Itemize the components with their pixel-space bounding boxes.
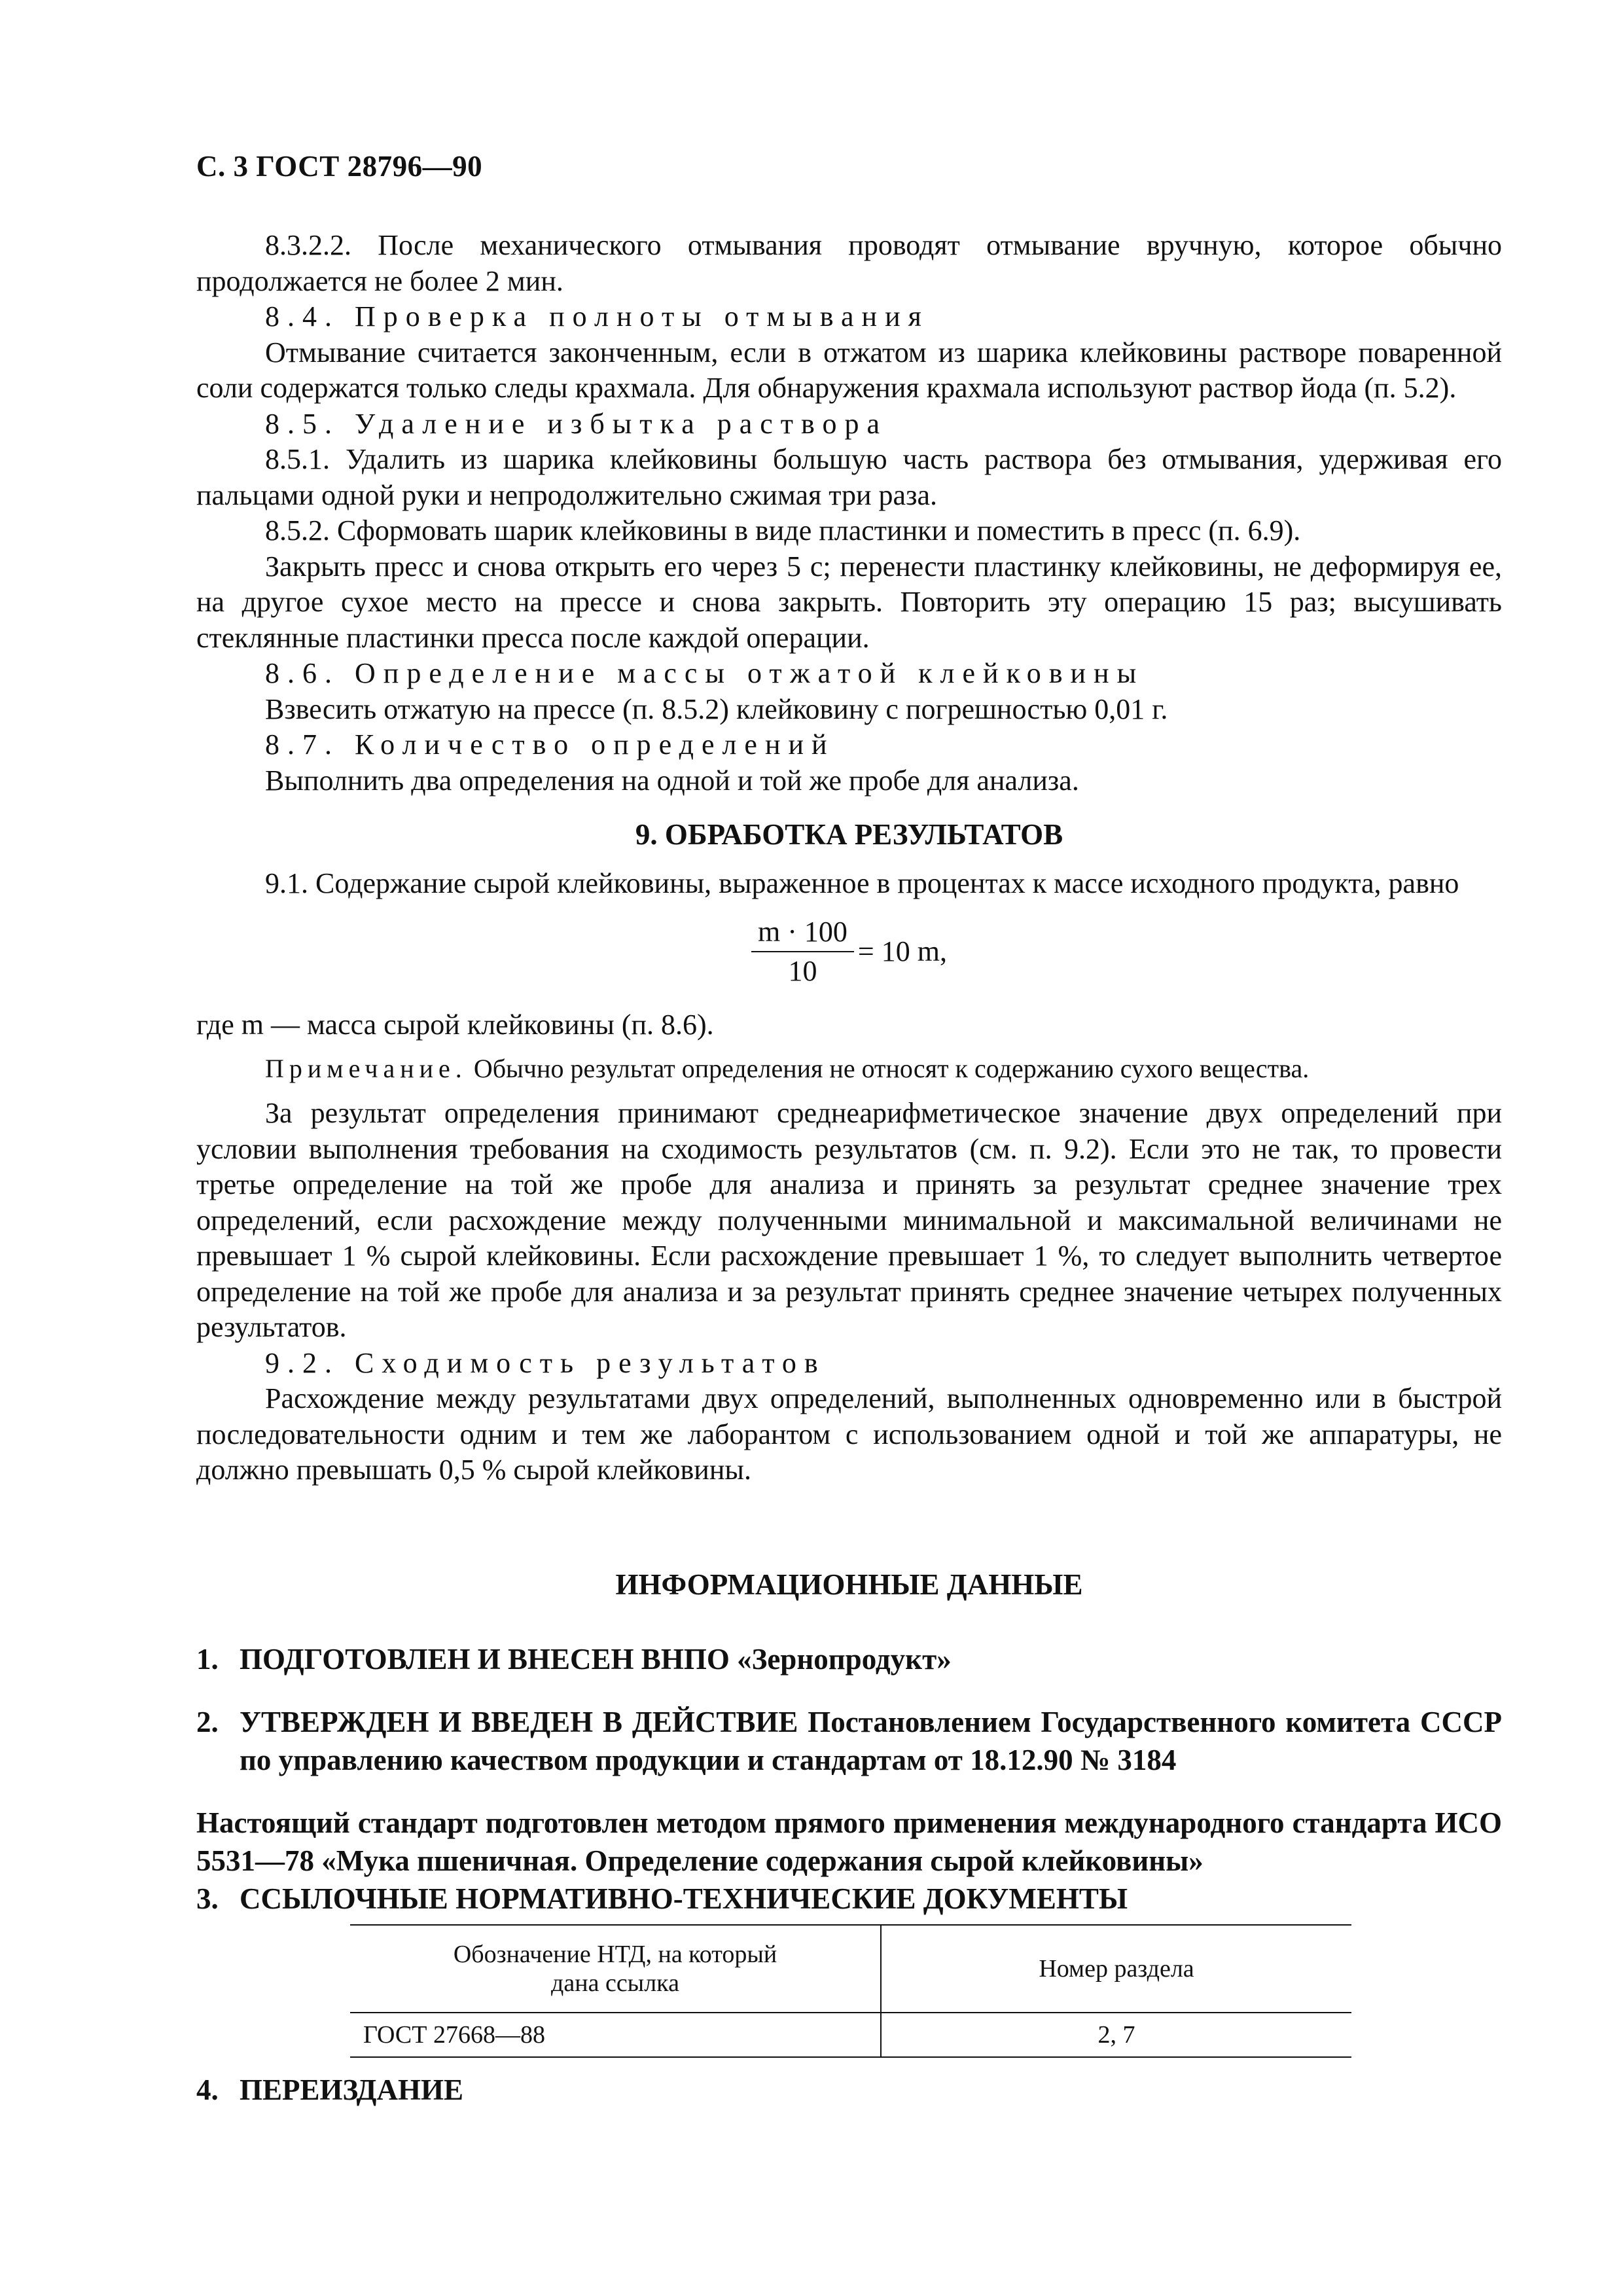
paragraph-8-5-2-b: Закрыть пресс и снова открыть его через 5 с; перенести пластинку клейковины, не деформируя ее, на другое сухое место на прессе и снова закрыть. Повторить эту операцию 15 раз; высушивать стеклянные пластинки пресса после каждой операции. — [196, 550, 1502, 654]
formula-result: = 10 m, — [857, 935, 947, 967]
heading-9-2: 9.2. Сходимость результатов — [265, 1346, 826, 1379]
paragraph-8-4: Отмывание считается законченным, если в отжатом из шарика клейковины растворе поваренной соли содержатся только следы крахмала. Для обнаружения крахмала используют раствор йода (п. 5.2). — [196, 336, 1502, 404]
info-item-4 — [196, 2071, 1502, 2109]
info-item-number: 1. — [196, 1643, 219, 1676]
references-table — [350, 1924, 1351, 2058]
info-item-number: 2. — [196, 1706, 219, 1738]
info-standard-note: Настоящий стандарт подготовлен методом прямого применения международного стандарта ИСО 5531—78 «Мука пшеничная. Определение содержания сырой клейковины» — [196, 1806, 1502, 1877]
paragraph-9-1: 9.1. Содержание сырой клейковины, выраженное в процентах к массе исходного продукта, равно — [265, 867, 1459, 899]
section-9-title: 9. ОБРАБОТКА РЕЗУЛЬТАТОВ — [635, 818, 1063, 851]
paragraph-8-6: Взвесить отжатую на прессе (п. 8.5.2) клейковину с погрешностью 0,01 г. — [265, 692, 1168, 725]
note — [196, 1051, 1502, 1087]
info-item-1 — [196, 1640, 1502, 1678]
info-item-3 — [196, 1880, 1502, 1918]
table-header-row — [350, 1925, 1351, 2013]
paragraph-8-7: Выполнить два определения на одной и той же пробе для анализа. — [265, 764, 1079, 797]
info-title: ИНФОРМАЦИОННЫЕ ДАННЫЕ — [615, 1568, 1083, 1601]
formula-fraction — [751, 913, 854, 990]
info-item-text: ПЕРЕИЗДАНИЕ — [240, 2073, 464, 2106]
paragraph-8-5-1: 8.5.1. Удалить из шарика клейковины большую часть раствора без отмывания, удерживая его пальцами одной руки и непродолжительно сжимая три раза. — [196, 443, 1502, 511]
document-body — [196, 228, 1502, 2134]
table-header-section: Номер раздела — [881, 1925, 1351, 2013]
info-item-text: ССЫЛОЧНЫЕ НОРМАТИВНО-ТЕХНИЧЕСКИЕ ДОКУМЕНТЫ — [240, 1882, 1128, 1915]
heading-8-7: 8.7. Количество определений — [265, 728, 835, 761]
table-header-designation: Обозначение НТД, на который дана ссылка — [350, 1925, 881, 2013]
paragraph-9-1-b: За результат определения принимают среднеарифметическое значение двух определений при условии выполнения требования на сходимость результатов (см. п. 9.2). Если это не так, то провести третье определение на той же пробе для анализа и принять за результат среднее значение трех определений, если расхождение между полученными минимальной и максимальной величинами не превышает 1 % сырой клейковины. Если расхождение превышает 1 %, то следует выполнить четвертое определение на той же пробе для анализа и за результат принять среднее значение четырех полученных результатов. — [196, 1097, 1502, 1343]
info-item-text: ПОДГОТОВЛЕН И ВНЕСЕН ВНПО «Зернопродукт» — [240, 1643, 952, 1676]
paragraph-8-3-2-2: 8.3.2.2. После механического отмывания проводят отмывание вручную, которое обычно продолжается не более 2 мин. — [196, 229, 1502, 297]
note-text: Обычно результат определения не относят к содержанию сухого вещества. — [467, 1053, 1310, 1083]
info-item-number: 3. — [196, 1882, 219, 1915]
paragraph-9-2: Расхождение между результатами двух определений, выполненных одновременно или в быстрой последовательности одним и тем же лаборантом с использованием одной и той же аппаратуры, не должно превышать 0,5 % сырой клейковины. — [196, 1382, 1502, 1486]
table-cell-section: 2, 7 — [881, 2013, 1351, 2057]
paragraph-8-5-2: 8.5.2. Сформовать шарик клейковины в виде пластинки и поместить в пресс (п. 6.9). — [265, 514, 1301, 547]
formula-numerator: m · 100 — [751, 913, 854, 952]
note-label: Примечание. — [265, 1053, 467, 1083]
table-cell-designation: ГОСТ 27668—88 — [350, 2013, 881, 2057]
table-row — [350, 2013, 1351, 2057]
page-header: С. 3 ГОСТ 28796—90 — [196, 150, 483, 183]
formula-where: где m — масса сырой клейковины (п. 8.6). — [196, 1009, 714, 1041]
info-item-text: УТВЕРЖДЕН И ВВЕДЕН В ДЕЙСТВИЕ Постановлением Государственного комитета СССР по управлению качеством продукции и стандартам от 18.12.90 № 3184 — [240, 1706, 1502, 1776]
heading-8-5: 8.5. Удаление избытка раствора — [265, 407, 888, 440]
formula — [196, 909, 1502, 994]
heading-8-6: 8.6. Определение массы отжатой клейковины — [265, 657, 1145, 689]
info-item-2 — [196, 1703, 1502, 1779]
info-item-number: 4. — [196, 2073, 219, 2106]
formula-denominator: 10 — [788, 955, 817, 987]
heading-8-4: 8.4. Проверка полноты отмывания — [265, 300, 929, 332]
